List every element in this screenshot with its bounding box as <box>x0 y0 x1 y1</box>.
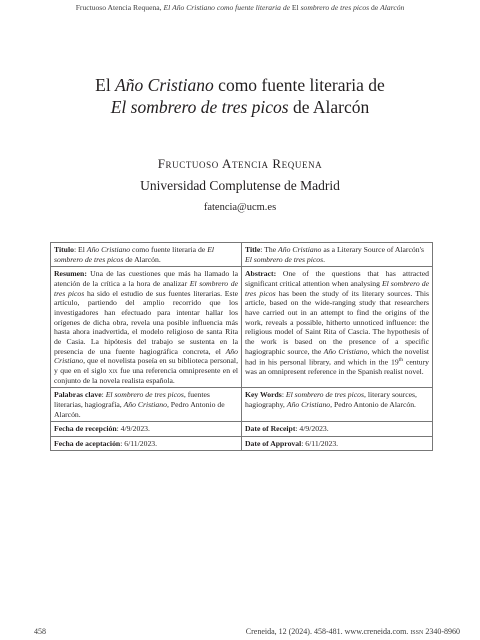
title-el: El <box>95 75 111 95</box>
resumen-text-4: fue una referencia omnipresente en el conjunto de la novela realista española. <box>54 365 239 385</box>
abstract-th: th <box>398 357 403 364</box>
running-head-alarcon: Alarcón <box>380 3 405 12</box>
titulo-ano: Año Cristiano <box>86 245 131 254</box>
running-head-author: Fructuoso Atencia Requena, <box>75 3 162 12</box>
aceptacion-label: Fecha de aceptación <box>54 438 121 448</box>
running-head-mid: como fuente literaria de <box>216 3 291 12</box>
abstract-text-2: has been the study of its literary sources. This article, based on the wide-ranging study that researchers have carried out in an attempt to find the origins of the work, reveals a possible, hitherto unnoticed influence: the religious model of Saint Rita of Cascia. The hypothesis of the work is based on the presence of a specific hagiographic source, the <box>245 288 429 356</box>
aceptacion-value: : 6/11/2023. <box>120 438 158 448</box>
keywords-ano: Año Cristiano <box>286 399 331 409</box>
article-title <box>20 74 460 118</box>
abstract-book: El sombrero de tres picos <box>245 278 429 298</box>
receipt-value: : 4/9/2023. <box>295 424 329 434</box>
running-head <box>0 3 480 12</box>
issn-label: issn <box>410 627 424 636</box>
abstract-ano: Año Cristiano <box>323 346 368 356</box>
title-mid: como fuente literaria de <box>218 75 385 95</box>
author-name: Fructuoso Atencia Requena <box>157 156 323 171</box>
running-head-el2: El <box>291 3 299 12</box>
keywords-label: Key Words <box>245 390 282 400</box>
titulo-mid: como fuente literaria de <box>132 245 206 254</box>
titulo-end: de Alarcón. <box>125 254 161 264</box>
resumen-century: xix <box>108 365 118 375</box>
running-head-book: sombrero de tres picos <box>300 3 370 12</box>
keywords-cell <box>242 388 433 422</box>
palabras-text-2: , Pedro Antonio de Alarcón. <box>54 399 225 419</box>
keywords-text-1: , literary sources, hagiography, <box>245 390 417 409</box>
author-email: fatencia@ucm.es <box>203 202 277 213</box>
title-end: de Alarcón <box>292 97 370 117</box>
approval-value: : 6/11/2023. <box>301 438 339 448</box>
resumen-book: El sombrero de tres picos <box>54 278 238 298</box>
recepcion-label: Fecha de recepción <box>54 424 117 434</box>
page-number: 458 <box>34 627 46 636</box>
palabras-ano: Año Cristiano <box>123 399 167 409</box>
title-en-ano: Año Cristiano <box>278 245 322 254</box>
approval-cell <box>242 436 433 451</box>
keywords-row <box>51 388 433 422</box>
resumen-ano: Año Cristiano <box>54 346 238 366</box>
keywords-colon: : <box>281 390 284 400</box>
running-head-ano: Año Cristiano <box>172 3 215 12</box>
recepcion-value: : 4/9/2023. <box>116 424 150 434</box>
journal-text: Creneida, 12 (2024). 458-481. www.creneida.com. <box>245 627 409 636</box>
palabras-colon: : <box>101 390 104 400</box>
abstract-text-1: One of the questions that has attracted significant critical attention when analysing <box>245 269 430 288</box>
metadata-table <box>50 242 433 451</box>
receipt-label: Date of Receipt <box>245 424 296 434</box>
titulo-cell <box>51 243 242 267</box>
aceptacion-cell <box>51 436 242 451</box>
resumen-text-2: ha sido el estudio de sus fuentes literarias. Este artículo, partiendo del amplio recorrido que los investigadores han efectuado para intentar hallar los orígenes de dicha obra, revela una posible influencia más hasta ahora inadvertida, el modelo religioso de santa Rita de Casia. La hipótesis del trabajo se sustenta en la presencia de una fuente hagiográfica concreta, el <box>54 288 239 356</box>
running-head-el: El <box>163 3 171 12</box>
receipt-cell <box>242 422 433 437</box>
abstract-cell <box>242 267 433 388</box>
recepcion-cell <box>51 422 242 437</box>
title-en-label: Title <box>245 245 261 254</box>
issn-number: 2340-8960 <box>425 627 460 636</box>
resumen-text-3: , que el novelista poseía en su biblioteca personal, y que en el siglo <box>54 356 238 375</box>
keywords-text-2: , Pedro Antonio de Alarcón. <box>330 399 416 409</box>
resumen-cell <box>51 267 242 388</box>
resumen-text-1: Una de las cuestiones que más ha llamado la atención de la crítica a la hora de analizar <box>54 269 238 288</box>
journal-citation <box>246 627 460 636</box>
palabras-cell <box>51 388 242 422</box>
author-affiliation: Universidad Complutense de Madrid <box>140 178 340 193</box>
receipt-row <box>51 422 433 437</box>
keywords-book: El sombrero de tres picos <box>285 390 365 400</box>
titulo-label: Titulo <box>54 245 74 254</box>
abstract-text-4: century was an omnipresent reference in the Spanish realist novel. <box>245 357 430 377</box>
title-ano: Año Cristiano <box>115 75 214 95</box>
title-row <box>51 243 433 267</box>
approval-label: Date of Approval <box>245 438 302 448</box>
title-en-book: El sombrero de tres picos <box>245 254 324 264</box>
resumen-label: Resumen: <box>54 269 87 279</box>
title-en-cell <box>242 243 433 267</box>
approval-row <box>51 436 433 451</box>
palabras-book: El sombrero de tres picos <box>105 390 184 400</box>
abstract-row <box>51 267 433 388</box>
titulo-book: El sombrero de tres picos <box>54 245 215 264</box>
title-en-text: : The <box>260 245 277 254</box>
abstract-label: Abstract: <box>245 269 277 279</box>
abstract-text-3: , which the novelist had in his personal library, and which in the 19 <box>245 346 429 367</box>
palabras-text-1: , fuentes literarias, hagiografía, <box>54 390 210 409</box>
title-en-mid: as a Literary Source of Alarcón's <box>323 245 424 254</box>
titulo-text: : El <box>73 245 85 254</box>
title-book: El sombrero de tres picos <box>110 97 289 117</box>
title-en-end: . <box>323 254 326 264</box>
running-head-de: de <box>371 3 379 12</box>
palabras-label: Palabras clave <box>54 390 102 400</box>
